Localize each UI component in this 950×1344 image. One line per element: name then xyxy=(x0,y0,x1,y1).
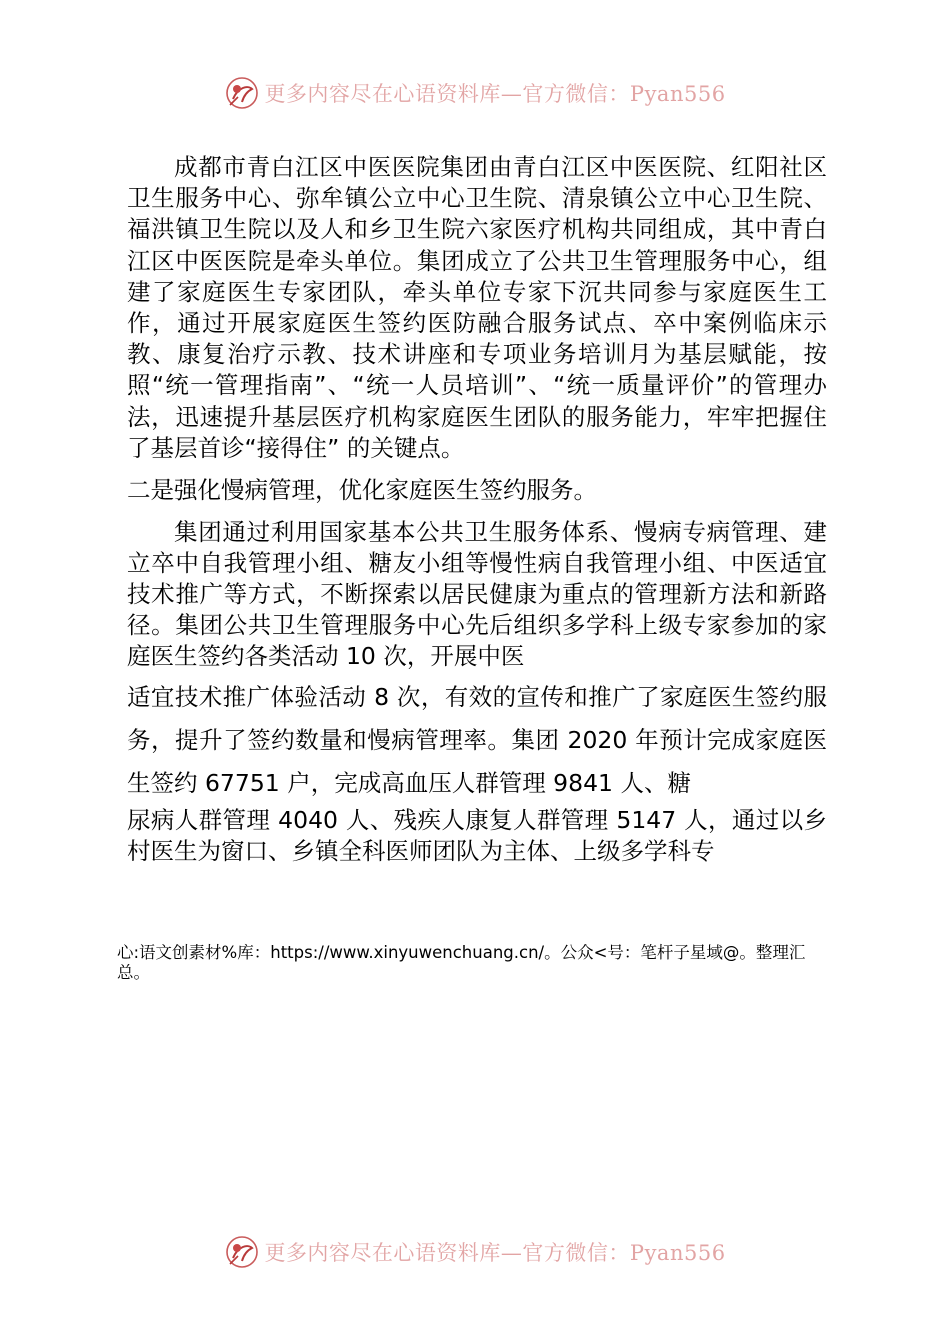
paragraph-2 xyxy=(127,517,827,867)
watermark-text: 更多内容尽在心语资料库—官方微信：Pyan556 xyxy=(264,82,726,106)
paragraph-2-part-c: 尿病人群管理 4040 人、残疾人康复人群管理 5147 人，通过以乡村医生为窗口、乡镇全科医师团队为主体、上级多学科专 xyxy=(127,806,827,866)
document-body xyxy=(127,152,827,867)
header-watermark xyxy=(0,73,950,113)
source-footnote: 心:语文创素材%库：https://www.xinyuwenchuang.cn/。公众<号：笔杆子星域@。整理汇总。 xyxy=(117,943,806,982)
paragraph-2-part-a: 集团通过利用国家基本公共卫生服务体系、慢病专病管理、建立卒中自我管理小组、糖友小组等慢性病自我管理小组、中医适宜技术推广等方式，不断探索以居民健康为重点的管理新方法和新路径。集团公共卫生管理服务中心先后组织多学科上级专家参加的家庭医生签约各类活动 10 次，开展中医 xyxy=(127,518,827,671)
paragraph-2-part-b: 适宜技术推广体验活动 8 次，有效的宣传和推广了家庭医生签约服务，提升了签约数量和慢病管理率。集团 2020 年预计完成家庭医生签约 67751 户，完成高血压人群管理 9841 人、糖 xyxy=(127,683,827,798)
footer-watermark xyxy=(0,1232,950,1272)
rose-logo-icon xyxy=(224,75,260,111)
rose-logo-icon xyxy=(224,1234,260,1270)
paragraph-1: 成都市青白江区中医医院集团由青白江区中医医院、红阳社区卫生服务中心、弥牟镇公立中心卫生院、清泉镇公立中心卫生院、福洪镇卫生院以及人和乡卫生院六家医疗机构共同组成，其中青白江区中医医院是牵头单位。集团成立了公共卫生管理服务中心，组建了家庭医生专家团队，牵头单位专家下沉共同参与家庭医生工作，通过开展家庭医生签约医防融合服务试点、卒中案例临床示教、康复治疗示教、技术讲座和专项业务培训月为基层赋能，按照“统一管理指南”、“统一人员培训”、“统一质量评价”的管理办法，迅速提升基层医疗机构家庭医生团队的服务能力，牢牢把握住了基层首诊“接得住” 的关键点。 xyxy=(127,153,827,462)
watermark-text: 更多内容尽在心语资料库—官方微信：Pyan556 xyxy=(264,1241,726,1265)
section-heading: 二是强化慢病管理，优化家庭医生签约服务。 xyxy=(127,476,597,505)
